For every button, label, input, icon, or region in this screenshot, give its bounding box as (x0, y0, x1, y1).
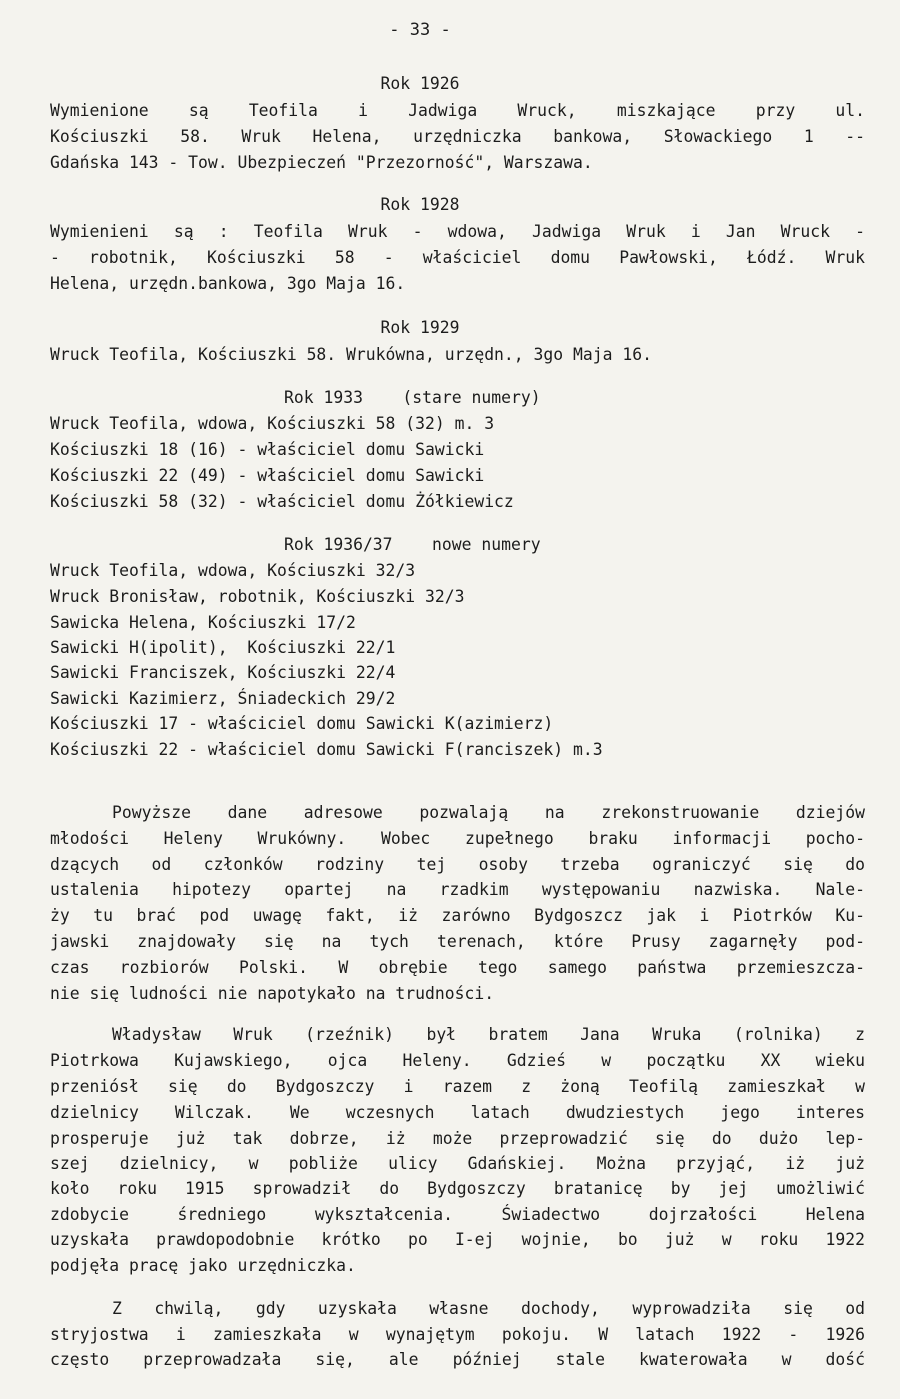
text-line: zdobycie średniego wykształcenia. Świadectwo dojrzałości Helena (50, 1205, 865, 1224)
text-line: stryjostwa i zamieszkała w wynajętym pokoju. W latach 1922 - 1926 (50, 1325, 865, 1344)
text-line: często przeprowadzała się, ale później stale kwaterowała w dość (50, 1350, 865, 1369)
text-line: ustalenia hipotezy opartej na rzadkim występowaniu nazwiska. Nale- (50, 880, 865, 899)
text-line: Gdańska 143 - Tow. Ubezpieczeń "Przezorność", Warszawa. (50, 153, 593, 172)
text-line: Sawicka Helena, Kościuszki 17/2 (50, 613, 356, 632)
text-line: dzących od członków rodziny tej osoby trzeba ograniczyć się do (50, 855, 865, 874)
text-line: czas rozbiorów Polski. W obrębie tego samego państwa przemieszcza- (50, 958, 865, 977)
section-heading: Rok 1929 (380, 318, 460, 337)
text-line: Wruck Teofila, wdowa, Kościuszki 32/3 (50, 561, 416, 580)
text-line: szej dzielnicy, w pobliże ulicy Gdańskiej. Można przyjąć, iż już (50, 1154, 865, 1173)
text-line: koło roku 1915 sprowadził do Bydgoszczy bratanicę by jej umożliwić (50, 1179, 865, 1198)
text-line: Wruck Teofila, Kościuszki 58. Wrukówna, urzędn., 3go Maja 16. (50, 345, 652, 364)
text-line: Kościuszki 22 - właściciel domu Sawicki F(ranciszek) m.3 (50, 740, 603, 759)
text-line: Sawicki Franciszek, Kościuszki 22/4 (50, 663, 396, 682)
text-line: uzyskała prawdopodobnie krótko po I-ej wojnie, bo już w roku 1922 (50, 1230, 865, 1249)
text-line: Kościuszki 58. Wruk Helena, urzędniczka bankowa, Słowackiego 1 -- (50, 127, 865, 146)
section-heading: Rok 1926 (380, 74, 460, 93)
section-heading: Rok 1936/37 nowe numery (284, 535, 541, 554)
text-line: prosperuje już tak dobrze, iż może przeprowadzić się do dużo lep- (50, 1129, 865, 1148)
text-line: Wymienieni są : Teofila Wruk - wdowa, Jadwiga Wruk i Jan Wruck - (50, 222, 865, 241)
text-line: Helena, urzędn.bankowa, 3go Maja 16. (50, 274, 406, 293)
text-line: - robotnik, Kościuszki 58 - właściciel domu Pawłowski, Łódź. Wruk (50, 248, 865, 267)
text-line: podjęła pracę jako urzędniczka. (50, 1256, 356, 1275)
text-line: Piotrkowa Kujawskiego, ojca Heleny. Gdzieś w początku XX wieku (50, 1051, 865, 1070)
section-heading: Rok 1933 (stare numery) (284, 388, 541, 407)
text-line: jawski znajdowały się na tych terenach, które Prusy zagarnęły pod- (50, 932, 865, 951)
page-number: - 33 - (389, 20, 451, 40)
section-heading: Rok 1928 (380, 195, 460, 214)
text-line: Kościuszki 17 - właściciel domu Sawicki K(azimierz) (50, 714, 554, 733)
text-line: Władysław Wruk (rzeźnik) był bratem Jana Wruka (rolnika) z (112, 1025, 865, 1044)
text-line: Wymienione są Teofila i Jadwiga Wruck, miszkające przy ul. (50, 101, 865, 120)
text-line: Powyższe dane adresowe pozwalają na zrekonstruowanie dziejów (112, 803, 865, 822)
text-line: Kościuszki 58 (32) - właściciel domu Żółkiewicz (50, 492, 514, 511)
text-line: Wruck Teofila, wdowa, Kościuszki 58 (32) m. 3 (50, 414, 495, 433)
text-line: dzielnicy Wilczak. We wczesnych latach dwudziestych jego interes (50, 1103, 865, 1122)
text-line: Sawicki H(ipolit), Kościuszki 22/1 (50, 638, 396, 657)
text-line: Kościuszki 18 (16) - właściciel domu Sawicki (50, 440, 485, 459)
text-line: nie się ludności nie napotykało na trudności. (50, 984, 495, 1003)
text-line: Z chwilą, gdy uzyskała własne dochody, wyprowadziła się od (112, 1299, 865, 1318)
text-line: ży tu brać pod uwagę fakt, iż zarówno Bydgoszcz jak i Piotrków Ku- (50, 906, 865, 925)
text-line: Wruck Bronisław, robotnik, Kościuszki 32/3 (50, 587, 465, 606)
text-line: Sawicki Kazimierz, Śniadeckich 29/2 (50, 689, 396, 708)
text-line: przeniósł się do Bydgoszczy i razem z żoną Teofilą zamieszkał w (50, 1077, 865, 1096)
text-line: młodości Heleny Wrukówny. Wobec zupełnego braku informacji pocho- (50, 829, 865, 848)
text-line: Kościuszki 22 (49) - właściciel domu Sawicki (50, 466, 485, 485)
